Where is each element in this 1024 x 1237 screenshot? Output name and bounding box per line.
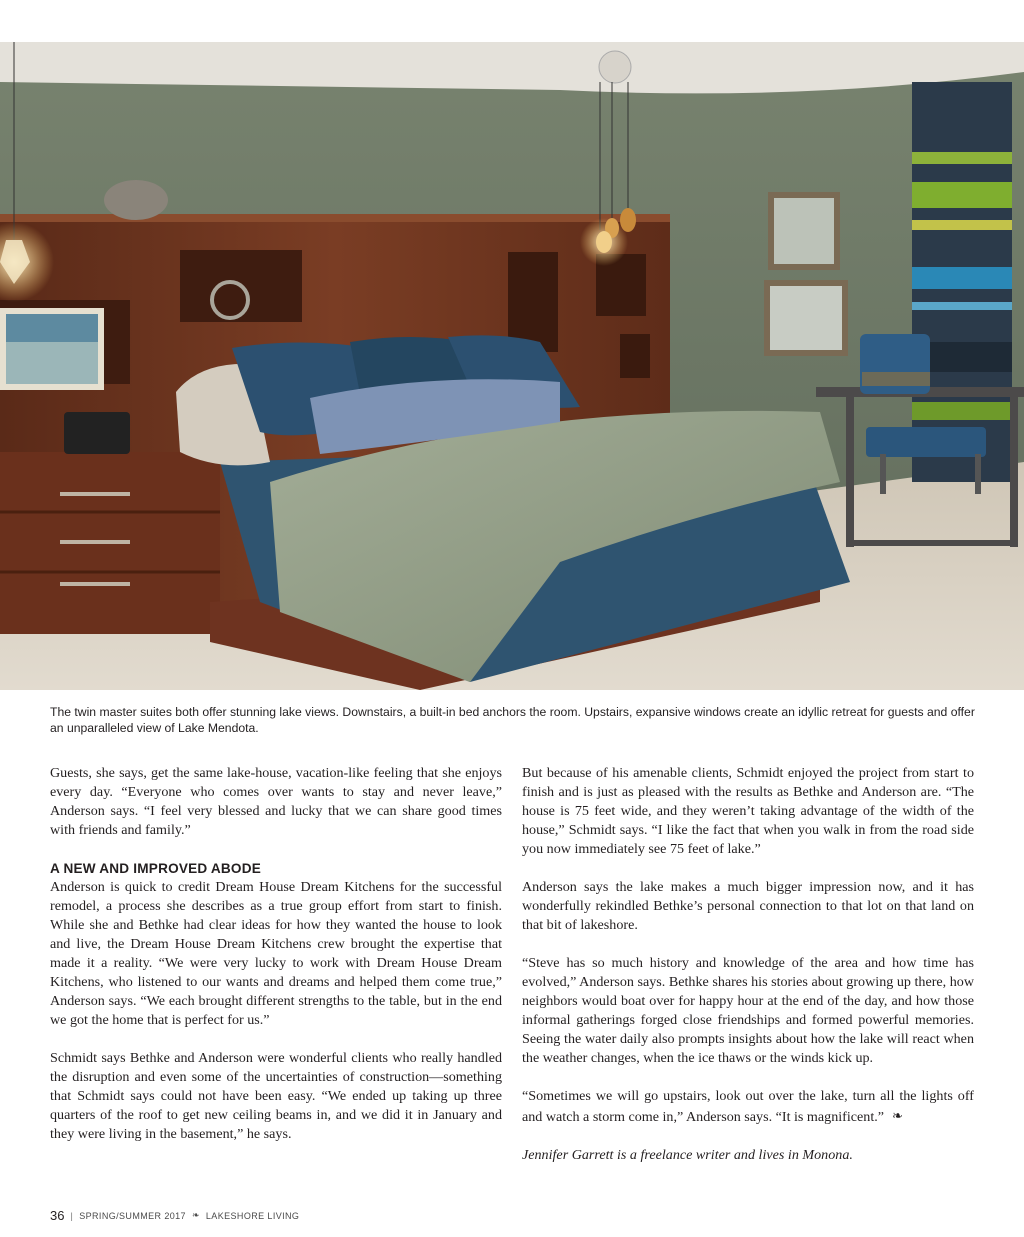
page-footer — [50, 1208, 299, 1223]
article-paragraph: Anderson says the lake makes a much bigger impression now, and it has wonderfully rekindled Bethke’s personal connection to that lot on that land on that bit of lakeshore. — [522, 879, 974, 933]
bedroom-illustration — [0, 42, 1024, 690]
photo-caption: The twin master suites both offer stunning lake views. Downstairs, a built-in bed anchors the room. Upstairs, expansive windows create an idyllic retreat for guests and offer an unparalleled view of Lake Mendota. — [50, 705, 975, 735]
publication-name: LAKESHORE LIVING — [205, 1210, 300, 1221]
article-paragraph: Anderson is quick to credit Dream House Dream Kitchens for the successful remodel, a process she describes as a true group effort from start to finish. While she and Bethke had clear ideas for how they wanted the house to look and live, the Dream House Dream Kitchens crew brought the expertise that made it a reality. “We were very lucky to work with Dream House Dream Kitchens, who listened to our wants and dreams and helped them come true,” Anderson says. “We each brought different strengths to the table, but in the end we got the home that is perfect for us.” — [50, 879, 502, 1028]
author-byline: Jennifer Garrett is a freelance writer and lives in Monona. — [522, 1147, 853, 1163]
article-paragraph: Guests, she says, get the same lake-house, vacation-like feeling that she enjoys every day. “Everyone who comes over wants to stay and never leave,” Anderson says. “I feel very blessed and lucky that we can share good times with friends and family.” — [50, 765, 502, 838]
issue-label: SPRING/SUMMER 2017 — [79, 1210, 186, 1221]
page-number: 36 — [50, 1208, 65, 1223]
article-column-right — [522, 764, 974, 1165]
article-column-left — [50, 764, 502, 1144]
footer-separator: | — [70, 1210, 74, 1221]
article-paragraph: But because of his amenable clients, Schmidt enjoyed the project from start to finish and is just as pleased with the results as Bethke and Anderson are. “The house is 75 feet wide, and they weren’t taking advantage of the width of the house,” Schmidt says. “I like the fact that when you walk in from the road side you now immediately see 75 feet of lake.” — [522, 765, 974, 857]
final-paragraph-text: “Sometimes we will go upstairs, look out over the lake, turn all the lights off and watch a storm come in,” Anderson says. “It is magnificent.” — [522, 1088, 974, 1125]
article-paragraph-final — [522, 1087, 974, 1127]
section-heading: A NEW AND IMPROVED ABODE — [50, 861, 261, 876]
article-paragraph: “Steve has so much history and knowledge of the area and how time has evolved,” Anderson says. Bethke shares his stories about growing up there, how neighbors would boat over for happy hour at the end of the day, and how those informal gatherings forged close friendships and formed powerful memories. Seeing the water daily also prompts insights about how the lake will react when the weather changes, when the ice thaws or the winds kick up. — [522, 955, 974, 1066]
end-mark-icon: ❧ — [892, 1108, 903, 1123]
article-paragraph: Schmidt says Bethke and Anderson were wonderful clients who really handled the disruption and even some of the uncertainties of construction—something that Schmidt says could not have been easy. “We ended up taking up three quarters of the roof to get new ceiling beams in, and we did it in January and they were living in the basement,” he says. — [50, 1050, 502, 1142]
ornament-icon: ❧ — [191, 1210, 200, 1220]
bedroom-photo — [0, 42, 1024, 690]
